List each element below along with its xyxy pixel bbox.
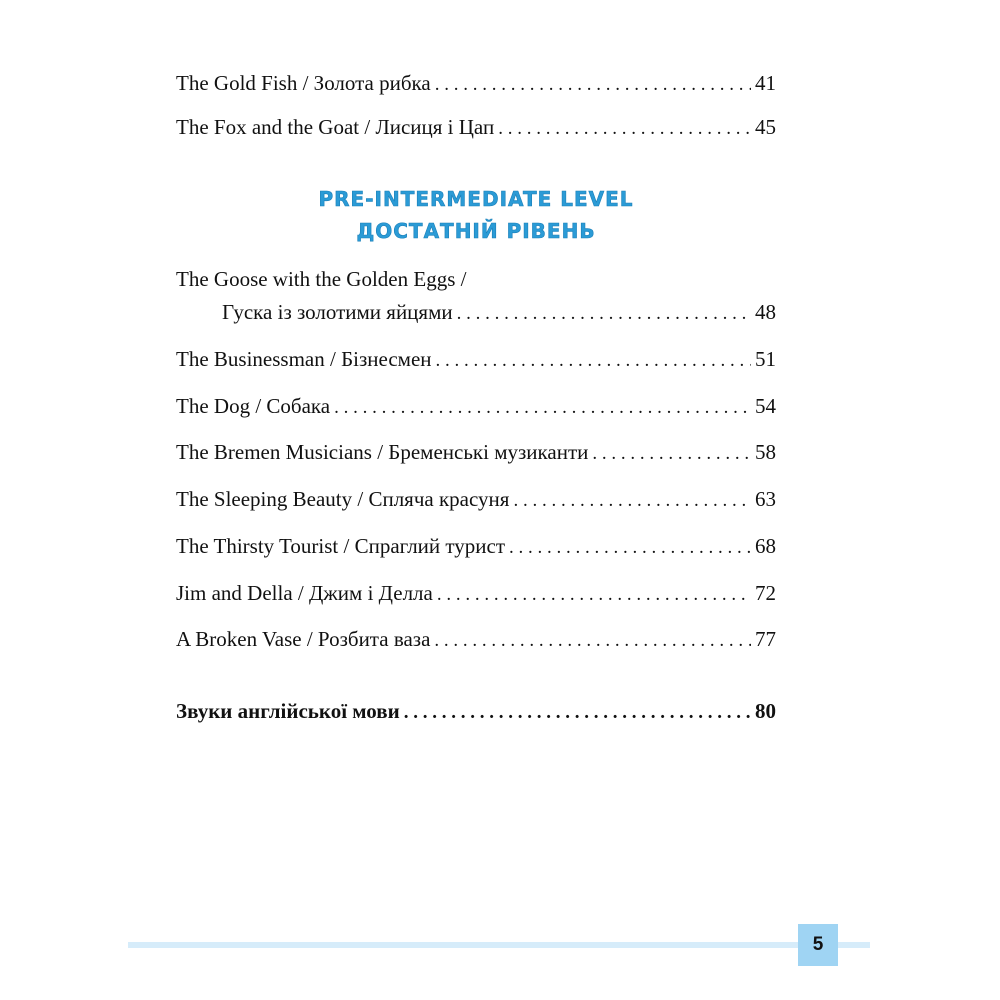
toc-entry-page: 54 bbox=[755, 394, 776, 418]
footer-rule bbox=[128, 942, 870, 948]
leader-dots bbox=[404, 698, 751, 728]
toc-entry[interactable] bbox=[176, 437, 776, 467]
toc-entry-title: The Sleeping Beauty / Спляча красуня bbox=[176, 487, 510, 511]
leader-dots bbox=[437, 580, 751, 610]
section-heading-ua: ДОСТАТНІЙ РІВЕНЬ bbox=[356, 219, 596, 243]
toc-entry-page: 63 bbox=[755, 487, 776, 511]
toc-entry[interactable] bbox=[176, 391, 776, 421]
toc-entry-page: 77 bbox=[755, 627, 776, 651]
leader-dots bbox=[592, 439, 751, 469]
toc-entry-title: The Thirsty Tourist / Спраглий турист bbox=[176, 534, 506, 558]
toc-entry-title: The Goose with the Golden Eggs / bbox=[176, 267, 467, 291]
leader-dots bbox=[436, 346, 751, 376]
leader-dots bbox=[498, 114, 751, 144]
toc-entry-title: The Fox and the Goat / Лисиця і Цап bbox=[176, 115, 495, 139]
toc-entry-title: The Dog / Собака bbox=[176, 394, 331, 418]
toc-entry-title: The Gold Fish / Золота рибка bbox=[176, 71, 431, 95]
toc-entry[interactable] bbox=[176, 531, 776, 561]
leader-dots bbox=[435, 70, 751, 100]
toc-entry[interactable] bbox=[176, 484, 776, 514]
leader-dots bbox=[509, 533, 751, 563]
toc-entry[interactable] bbox=[176, 344, 776, 374]
toc-entry[interactable] bbox=[176, 624, 776, 654]
toc-entry-page: 41 bbox=[755, 71, 776, 95]
toc-entry-title: Звуки англійської мови bbox=[176, 699, 400, 723]
leader-dots bbox=[457, 299, 751, 329]
toc-entry[interactable] bbox=[176, 578, 776, 608]
toc-entry-page: 68 bbox=[755, 534, 776, 558]
page-number: 5 bbox=[812, 934, 824, 955]
toc-entry-page: 48 bbox=[755, 300, 776, 324]
page-number-badge bbox=[798, 924, 838, 966]
toc-entry[interactable] bbox=[176, 696, 776, 726]
toc-entry-page: 58 bbox=[755, 440, 776, 464]
leader-dots bbox=[434, 626, 751, 656]
section-heading-en: PRE-INTERMEDIATE LEVEL bbox=[318, 187, 634, 211]
toc-entry-line1[interactable] bbox=[176, 264, 776, 294]
toc-entry-title: Jim and Della / Джим і Делла bbox=[176, 581, 433, 605]
toc-entry-title: A Broken Vase / Розбита ваза bbox=[176, 627, 431, 651]
toc-entry-title: Гуска із золотими яйцями bbox=[222, 300, 453, 324]
leader-dots bbox=[334, 393, 751, 423]
toc-entry[interactable] bbox=[176, 112, 776, 142]
toc-entry[interactable] bbox=[222, 297, 776, 327]
leader-dots bbox=[513, 486, 751, 516]
toc-entry-page: 72 bbox=[755, 581, 776, 605]
toc-entry-title: The Bremen Musicians / Бременські музиканти bbox=[176, 440, 589, 464]
toc-entry-title: The Businessman / Бізнесмен bbox=[176, 347, 432, 371]
toc-entry-page: 45 bbox=[755, 115, 776, 139]
toc-entry-page: 80 bbox=[755, 699, 776, 723]
toc-entry[interactable] bbox=[176, 68, 776, 98]
toc-entry-page: 51 bbox=[755, 347, 776, 371]
